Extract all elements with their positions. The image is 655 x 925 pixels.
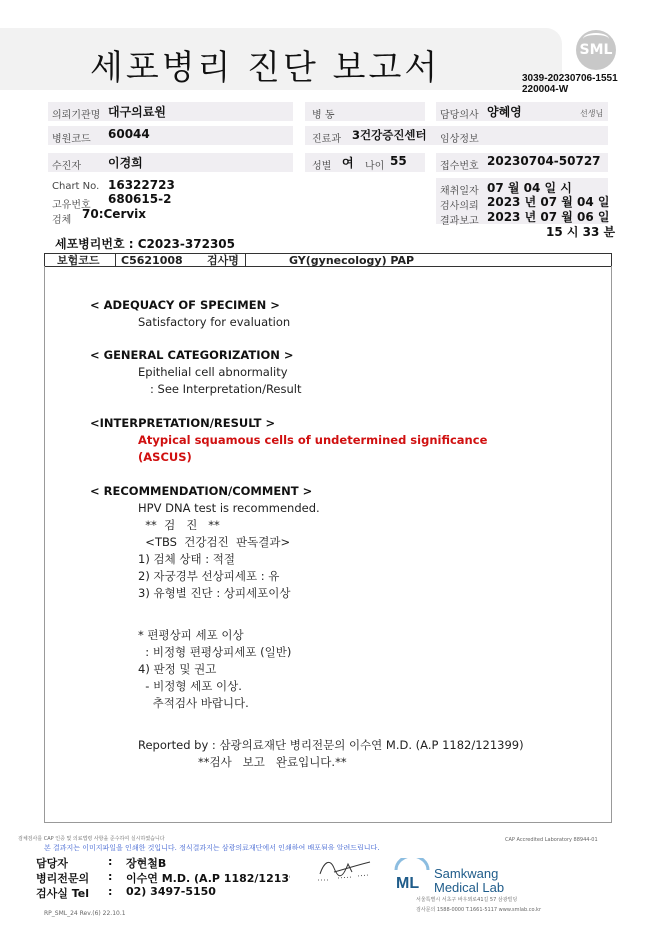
colon: : xyxy=(108,885,113,898)
recommendation-line: 3) 유형별 진단 : 상피세포이상 xyxy=(138,586,291,600)
request-label: 검사의뢰 xyxy=(440,201,479,212)
receipt-value: 20230704-50727 xyxy=(487,154,601,168)
department-label: 진료과 xyxy=(312,134,341,145)
colon: : xyxy=(108,855,113,868)
recommendation-line: <TBS 건강검진 판독결과> xyxy=(138,535,291,549)
institution-label: 의뢰기관명 xyxy=(52,110,101,121)
collect-value: 07 월 04 일 시 xyxy=(487,181,572,195)
doc-id-line2: 220004-W xyxy=(522,84,569,95)
patient-value: 이경희 xyxy=(108,156,143,170)
age-value: 55 xyxy=(390,154,407,168)
recommendation-line: ** 검 진 ** xyxy=(138,518,220,532)
form-number: RP_SML_24 Rev.(6) 22.10.1 xyxy=(44,910,126,917)
insurance-code: C5621008 xyxy=(121,254,183,267)
doc-id-line1: 3039-20230706-1551 xyxy=(522,73,618,84)
hospital-code-value: 60044 xyxy=(108,127,150,141)
general-text-2: : See Interpretation/Result xyxy=(150,382,302,396)
address-line-2: 검사문의 1588-0000 T.1661-5117 www.smlab.co.kr xyxy=(416,907,541,913)
logo-text: SML xyxy=(579,42,613,58)
request-value: 2023 년 07 월 04 일 xyxy=(487,195,610,209)
recommendation-line: 2) 자궁경부 선상피세포 : 유 xyxy=(138,569,280,583)
test-label: 검사명 xyxy=(207,254,239,267)
colon: : xyxy=(108,870,113,883)
signature-image xyxy=(290,850,390,892)
recommendation-line: - 비정형 세포 이상. xyxy=(138,679,242,693)
signature-stroke xyxy=(320,862,370,876)
report-date-value: 2023 년 07 월 06 일 xyxy=(487,210,610,224)
logo-arc-top xyxy=(396,858,428,870)
lab-tel-label: 검사실 Tel xyxy=(36,887,89,900)
interpretation-heading: <INTERPRETATION/RESULT > xyxy=(90,416,276,430)
logo-arc-icon xyxy=(583,33,609,45)
cyto-number: 세포병리번호 : C2023-372305 xyxy=(55,237,235,251)
manager-value: 장현철B xyxy=(126,857,167,870)
brand-name-1: Samkwang xyxy=(434,866,499,881)
sex-value: 여 xyxy=(342,156,354,170)
adequacy-text: Satisfactory for evaluation xyxy=(138,315,291,329)
recommendation-line: : 비정형 편평상피세포 (일반) xyxy=(138,645,292,659)
hospital-code-label: 병원코드 xyxy=(52,134,91,145)
info-band xyxy=(48,153,293,172)
test-name: GY(gynecology) PAP xyxy=(289,254,415,267)
chart-label: Chart No. xyxy=(52,181,100,192)
recommendation-heading: < RECOMMENDATION/COMMENT > xyxy=(90,484,313,498)
recommendation-line: HPV DNA test is recommended. xyxy=(138,501,320,515)
interpretation-text-1: Atypical squamous cells of undetermined significance xyxy=(138,433,488,447)
test-code-bar xyxy=(44,253,612,267)
report-date-label: 결과보고 xyxy=(440,216,479,227)
pathologist-label: 병리전문의 xyxy=(36,872,90,885)
recommendation-line: 4) 판정 및 권고 xyxy=(138,662,217,676)
lab-tel-value: 02) 3497-5150 xyxy=(126,885,216,898)
signature-dots xyxy=(318,875,368,880)
clinical-info-label: 임상정보 xyxy=(440,134,479,145)
receipt-label: 접수번호 xyxy=(440,161,479,172)
doctor-label: 담당의사 xyxy=(440,110,479,121)
patient-label: 수진자 xyxy=(52,161,81,172)
footer-fine-print: 검체검사를 CAP 인증 및 의료법령 사항을 준수하여 실시하였습니다 xyxy=(18,836,165,842)
reported-by: Reported by : 삼광의료재단 병리전문의 이수연 M.D. (A.P 1182/121399) xyxy=(138,738,524,752)
recommendation-line: 1) 검체 상태 : 적절 xyxy=(138,552,235,566)
pathologist-value: 이수연 M.D. (A.P 1182/121399) xyxy=(126,872,310,885)
recommendation-line: * 편평상피 세포 이상 xyxy=(138,628,244,642)
insurance-label: 보험코드 xyxy=(57,254,100,267)
brand-name-2: Medical Lab xyxy=(434,880,505,895)
print-notice: 본 결과지는 이미지파일을 인쇄한 것입니다. 정식결과지는 삼광의료재단에서 인쇄하여 배포됨을 알려드립니다. xyxy=(44,844,380,852)
recommendation-line: 추적검사 바랍니다. xyxy=(138,696,249,710)
logo-letters: ML xyxy=(396,875,420,892)
divider xyxy=(245,254,246,266)
adequacy-heading: < ADEQUACY OF SPECIMEN > xyxy=(90,298,280,312)
cap-accreditation: CAP Accredited Laboratory 88944-01 xyxy=(505,837,598,843)
report-time-value: 15 시 33 분 xyxy=(546,225,616,239)
divider xyxy=(115,254,116,266)
interpretation-text-2: (ASCUS) xyxy=(138,450,192,464)
sex-label: 성별 xyxy=(312,161,332,172)
page-title: 세포병리 진단 보고서 xyxy=(90,48,441,88)
manager-label: 담당자 xyxy=(36,857,68,870)
chart-value: 16322723 xyxy=(108,178,175,192)
department-value: 3건강증진센터 xyxy=(352,128,427,142)
samkwang-logo-icon xyxy=(392,858,432,894)
general-text-1: Epithelial cell abnormality xyxy=(138,365,288,379)
doctor-value: 양혜영 xyxy=(487,105,522,119)
report-complete: **검사 보고 완료입니다.** xyxy=(198,755,347,769)
specimen-label: 검체 xyxy=(52,215,72,226)
doctor-suffix: 선생님 xyxy=(580,109,604,118)
id-label: 고유번호 xyxy=(52,200,91,211)
address-line-1: 서울특별시 서초구 바우뫼로41길 57 삼광빌딩 xyxy=(416,897,518,903)
general-heading: < GENERAL CATEGORIZATION > xyxy=(90,348,294,362)
collect-label: 채취일자 xyxy=(440,186,479,197)
institution-value: 대구의료원 xyxy=(108,105,166,119)
ward-label: 병 동 xyxy=(312,110,335,121)
id-value: 680615-2 xyxy=(108,192,172,206)
age-label: 나이 xyxy=(365,161,385,172)
specimen-value: 70:Cervix xyxy=(82,207,147,221)
